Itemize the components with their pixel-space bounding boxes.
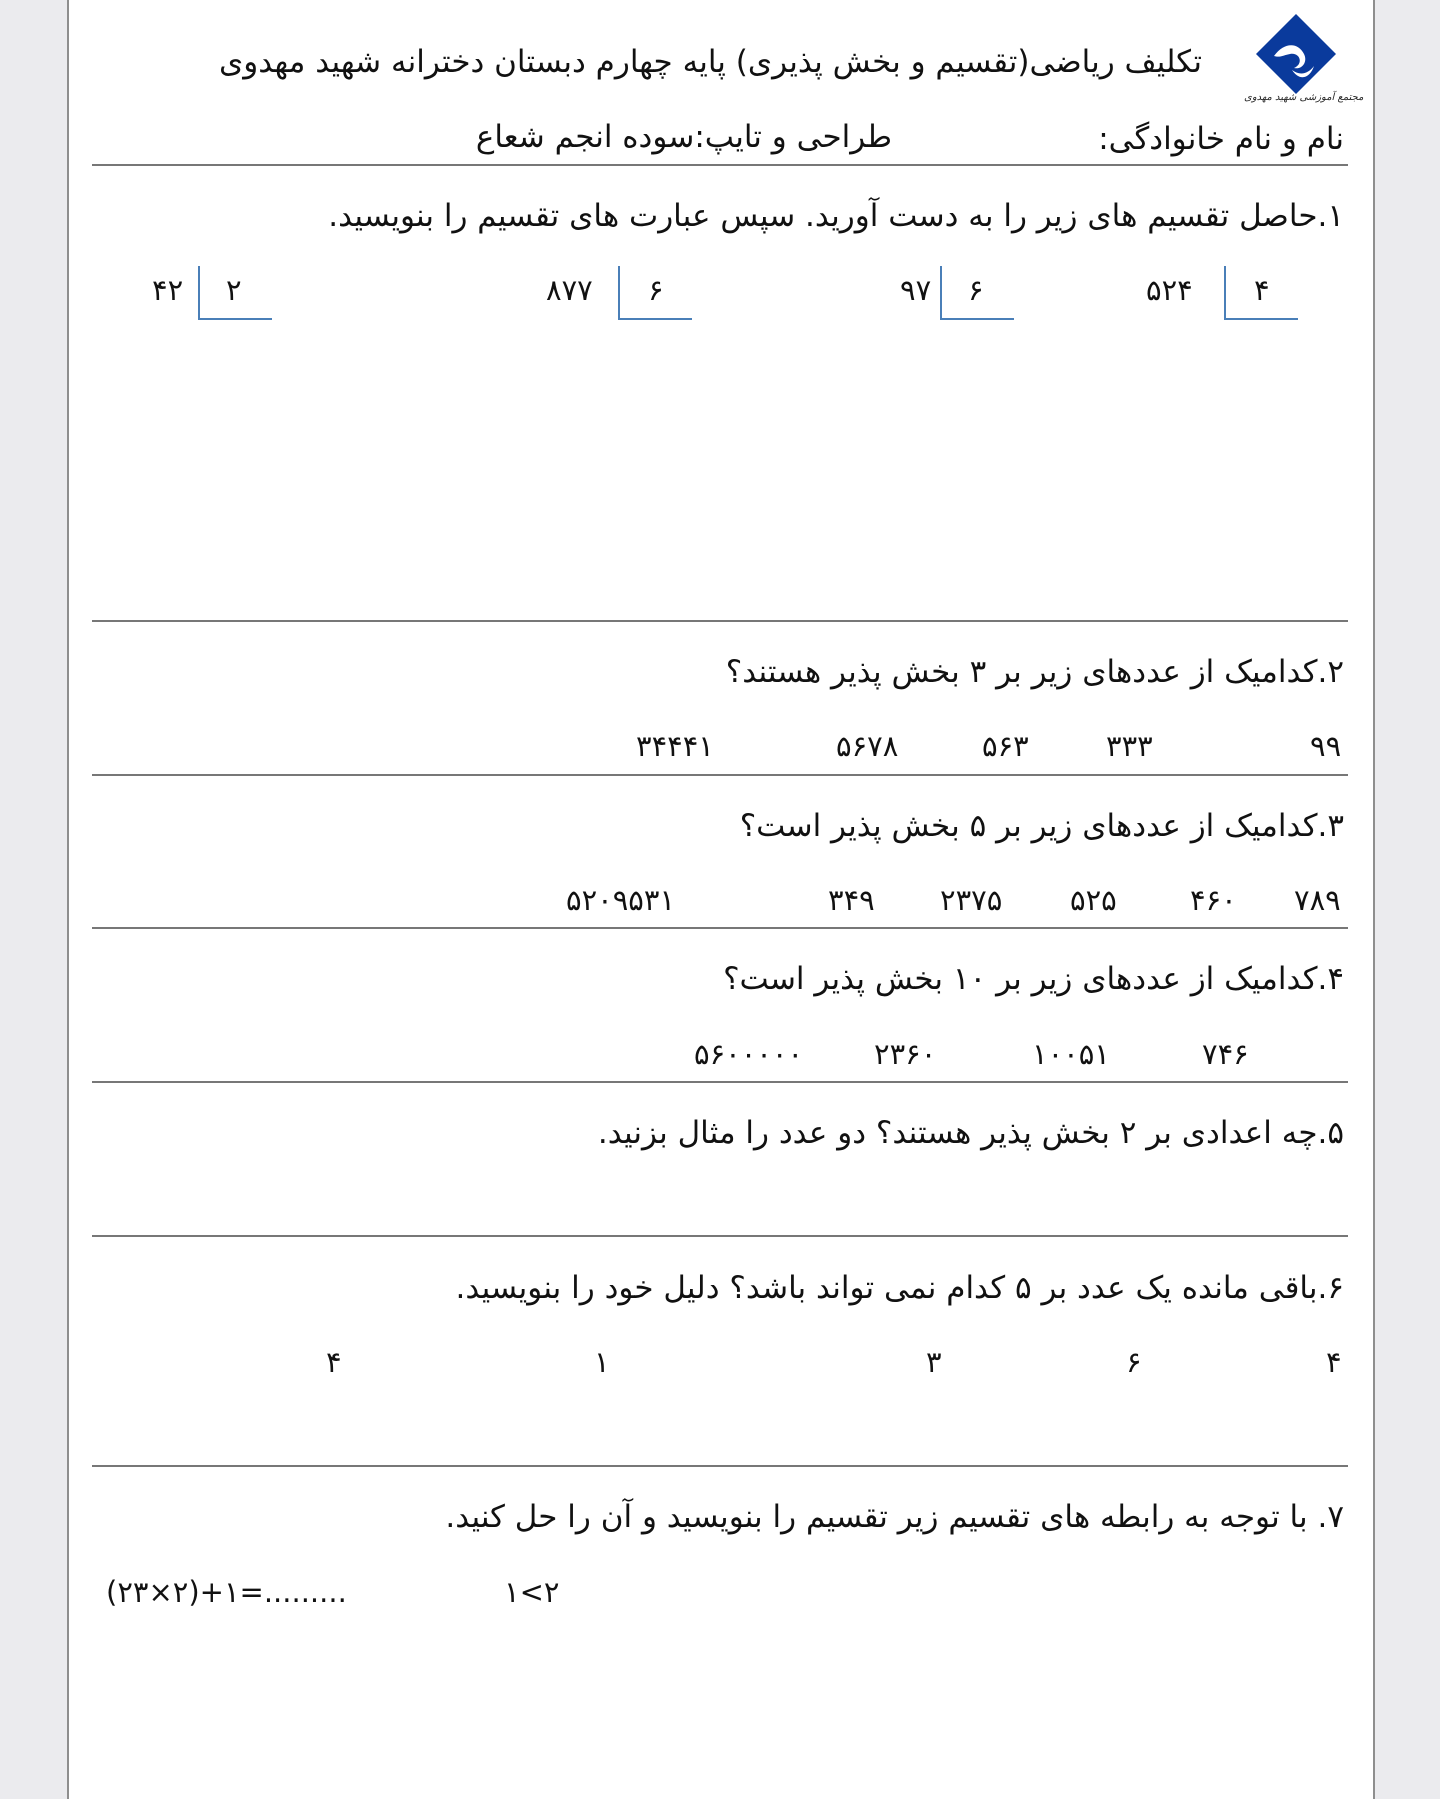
- divider: [92, 164, 1348, 166]
- number-option: ۱: [594, 1345, 610, 1379]
- question-6: ۶.باقی مانده یک عدد بر ۵ کدام نمی تواند باشد؟ دلیل خود را بنویسید.: [455, 1270, 1344, 1306]
- divider: [92, 620, 1348, 622]
- division-divisor: ۴: [1254, 273, 1270, 307]
- number-option: ۷۴۶: [1202, 1037, 1249, 1071]
- division-relation: (۲۳×۲)+۱=.........: [106, 1575, 347, 1609]
- number-option: ۵۶۷۸: [836, 729, 899, 763]
- question-7: ۷. با توجه به رابطه های تقسیم زیر تقسیم را بنویسید و آن را حل کنید.: [445, 1499, 1344, 1535]
- number-option: ۵۲۰۹۵۳۱: [566, 883, 676, 917]
- number-option: ۲۳۷۵: [940, 883, 1003, 917]
- division-divisor: ۲: [226, 273, 242, 307]
- worksheet-title: تکلیف ریاضی(تقسیم و بخش پذیری) پایه چهارم دبستان دخترانه شهید مهدوی: [219, 44, 1202, 80]
- number-option: ۴: [1326, 1345, 1342, 1379]
- designer-credit: طراحی و تایپ:سوده انجم شعاع: [475, 119, 892, 155]
- division-divisor: ۶: [648, 273, 664, 307]
- number-option: ۳۳۳: [1106, 729, 1153, 763]
- divider: [92, 774, 1348, 776]
- divider: [92, 1465, 1348, 1467]
- divider: [92, 1235, 1348, 1237]
- number-option: ۴۶۰: [1190, 883, 1237, 917]
- division-dividend: ۹۷: [900, 273, 932, 307]
- divider: [92, 1081, 1348, 1083]
- number-option: ۲۳۶۰: [874, 1037, 937, 1071]
- number-option: ۹۹: [1310, 729, 1342, 763]
- division-dividend: ۸۷۷: [546, 273, 593, 307]
- question-4: ۴.کدامیک از عددهای زیر بر ۱۰ بخش پذیر است؟: [723, 961, 1344, 997]
- number-option: ۴: [326, 1345, 342, 1379]
- number-option: ۵۲۵: [1070, 883, 1117, 917]
- question-5: ۵.چه اعدادی بر ۲ بخش پذیر هستند؟ دو عدد را مثال بزنید.: [597, 1115, 1344, 1151]
- division-divisor: ۶: [968, 273, 984, 307]
- number-option: ۱۰۰۵۱: [1032, 1037, 1110, 1071]
- number-option: ۵۶۰۰۰۰۰: [694, 1037, 804, 1071]
- question-1: ۱.حاصل تقسیم های زیر را به دست آورید. سپس عبارت های تقسیم را بنویسید.: [328, 198, 1344, 234]
- question-2: ۲.کدامیک از عددهای زیر بر ۳ بخش پذیر هستند؟: [725, 654, 1344, 690]
- divider: [92, 927, 1348, 929]
- number-option: ۷۸۹: [1294, 883, 1341, 917]
- name-label: نام و نام خانوادگی:: [1098, 121, 1344, 157]
- number-option: ۳: [926, 1345, 942, 1379]
- logo-caption: مجتمع آموزشی شهید مهدوی: [1244, 92, 1364, 103]
- division-dividend: ۴۲: [152, 273, 184, 307]
- division-dividend: ۵۲۴: [1146, 273, 1193, 307]
- number-option: ۶: [1126, 1345, 1142, 1379]
- number-option: ۳۴۴۴۱: [636, 729, 714, 763]
- question-3: ۳.کدامیک از عددهای زیر بر ۵ بخش پذیر است؟: [739, 808, 1344, 844]
- number-option: ۵۶۳: [982, 729, 1029, 763]
- division-relation: ۱<۲: [504, 1575, 560, 1609]
- number-option: ۳۴۹: [828, 883, 875, 917]
